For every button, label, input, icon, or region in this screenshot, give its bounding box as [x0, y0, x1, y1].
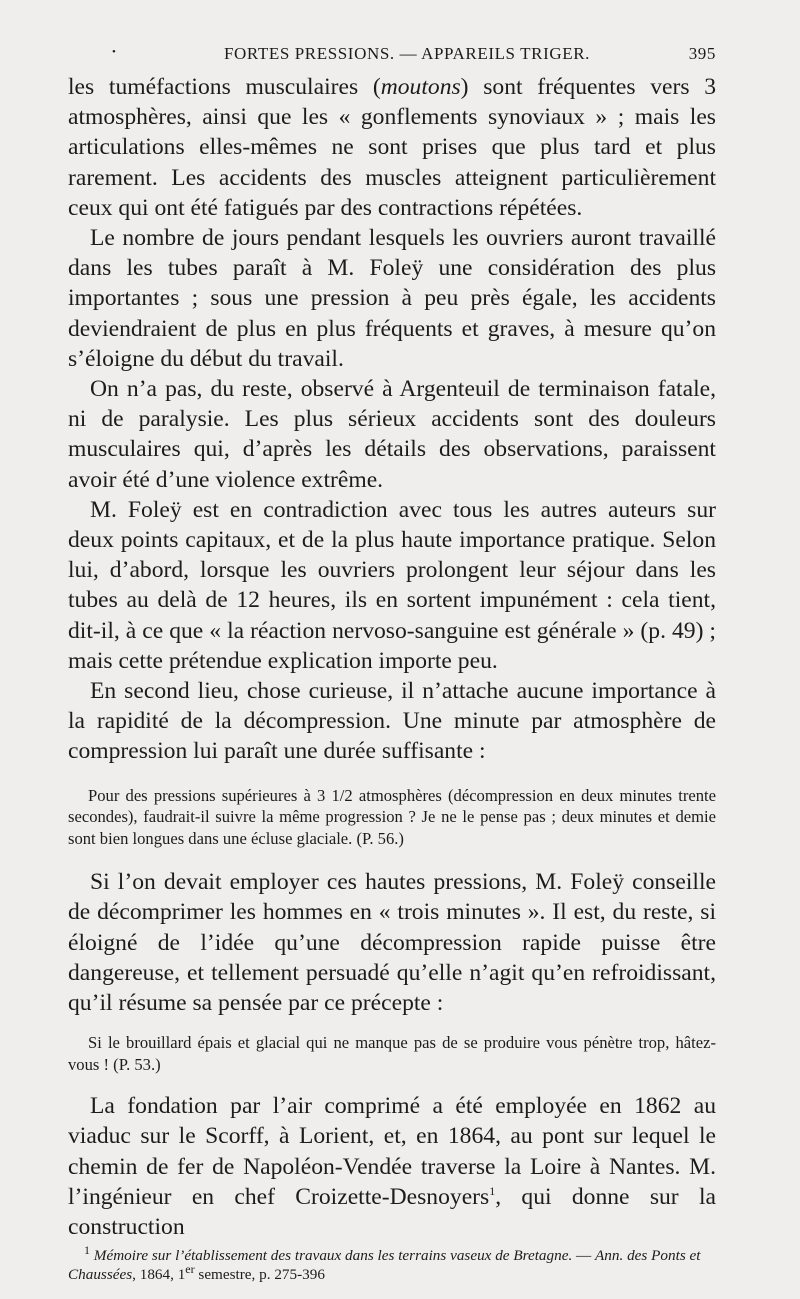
paragraph-3: On n’a pas, du reste, observé à Argenteuil de terminaison fatale, ni de paralysie. Les plus sérieux accidents sont des douleurs musculaires qui, d’après les détails des observations, paraissent avoir été d’une violence extrême. — [68, 376, 716, 493]
header-dot: • — [112, 46, 117, 58]
book-page — [68, 40, 716, 1299]
footnote-reference: 1 — [489, 1183, 496, 1198]
block-quote-1: Pour des pressions supérieures à 3 1/2 atmosphères (décompression en deux minutes trente secondes), faudrait-il suivre la même progression ? Je ne le pense pas ; deux minutes et demie sont bien longues dans une écluse glaciale. (P. 56.) — [68, 785, 716, 848]
paragraph-5: En second lieu, chose curieuse, il n’attache aucune importance à la rapidité de la décompression. Une minute par atmosphère de compression lui paraît une durée suffisante : — [68, 678, 716, 765]
paragraph-2: Le nombre de jours pendant lesquels les ouvriers auront travaillé dans les tubes paraît à M. Foleÿ une considération des plus importantes ; sous une pression à peu près égale, les accidents deviendraient de plus en plus fréquents et graves, à mesure qu’on s’éloigne du début du travail. — [68, 225, 716, 372]
footnote-marker: 1 — [84, 1243, 90, 1258]
paragraph-6: Si l’on devait employer ces hautes pressions, M. Foleÿ conseille de décomprimer les hommes en « trois minutes ». Il est, du reste, si éloigné de l’idée qu’une décompression rapide puisse être dangereuse, et tellement persuadé qu’elle n’agit qu’en refroidissant, qu’il résume sa pensée par ce précepte : — [68, 869, 716, 1016]
paragraph-1: les tuméfactions musculaires (moutons) sont fréquentes vers 3 atmosphères, ainsi que les « gonflements synoviaux » ; mais les articulations elles-mêmes ne sont prises que plus tard et plus rarement. Les accidents des muscles atteignent particulièrement ceux qui ont été fatigués par des contractions répétées. — [68, 74, 716, 221]
page-number: 395 — [688, 44, 716, 63]
running-head-title: FORTES PRESSIONS. — APPAREILS TRIGER. — [224, 44, 590, 63]
footnote: $^1$ Mémoire sur l’établissement des travaux dans les terrains vaseux de Bretagne. — Ann. des Ponts et Chaussées, 1864, 1er semestre, p. 275-396 — [68, 1243, 701, 1284]
paragraph-7: La fondation par l’air comprimé a été employée en 1862 au viaduc sur le Scorff, à Lorient, et, en 1864, au pont sur lequel le chemin de fer de Napoléon-Vendée traverse la Loire à Nantes. M. l’ingénieur en chef Croizette-Desnoyers$^1$, qui donne sur la construction — [68, 1093, 716, 1240]
running-head — [68, 40, 716, 72]
paragraph-4: M. Foleÿ est en contradiction avec tous les autres auteurs sur deux points capitaux, et de la plus haute importance pratique. Selon lui, d’abord, lorsque les ouvriers prolongent leur séjour dans les tubes au delà de 12 heures, ils en sortent impunément : cela tient, dit-il, à ce que « la réaction nervoso-sanguine est générale » (p. 49) ; mais cette prétendue explication importe peu. — [68, 496, 716, 674]
emphasis-moutons: moutons — [380, 74, 461, 100]
block-quote-2: Si le brouillard épais et glacial qui ne manque pas de se produire vous pénètre trop, hâtez-vous ! (P. 53.) — [68, 1033, 716, 1074]
